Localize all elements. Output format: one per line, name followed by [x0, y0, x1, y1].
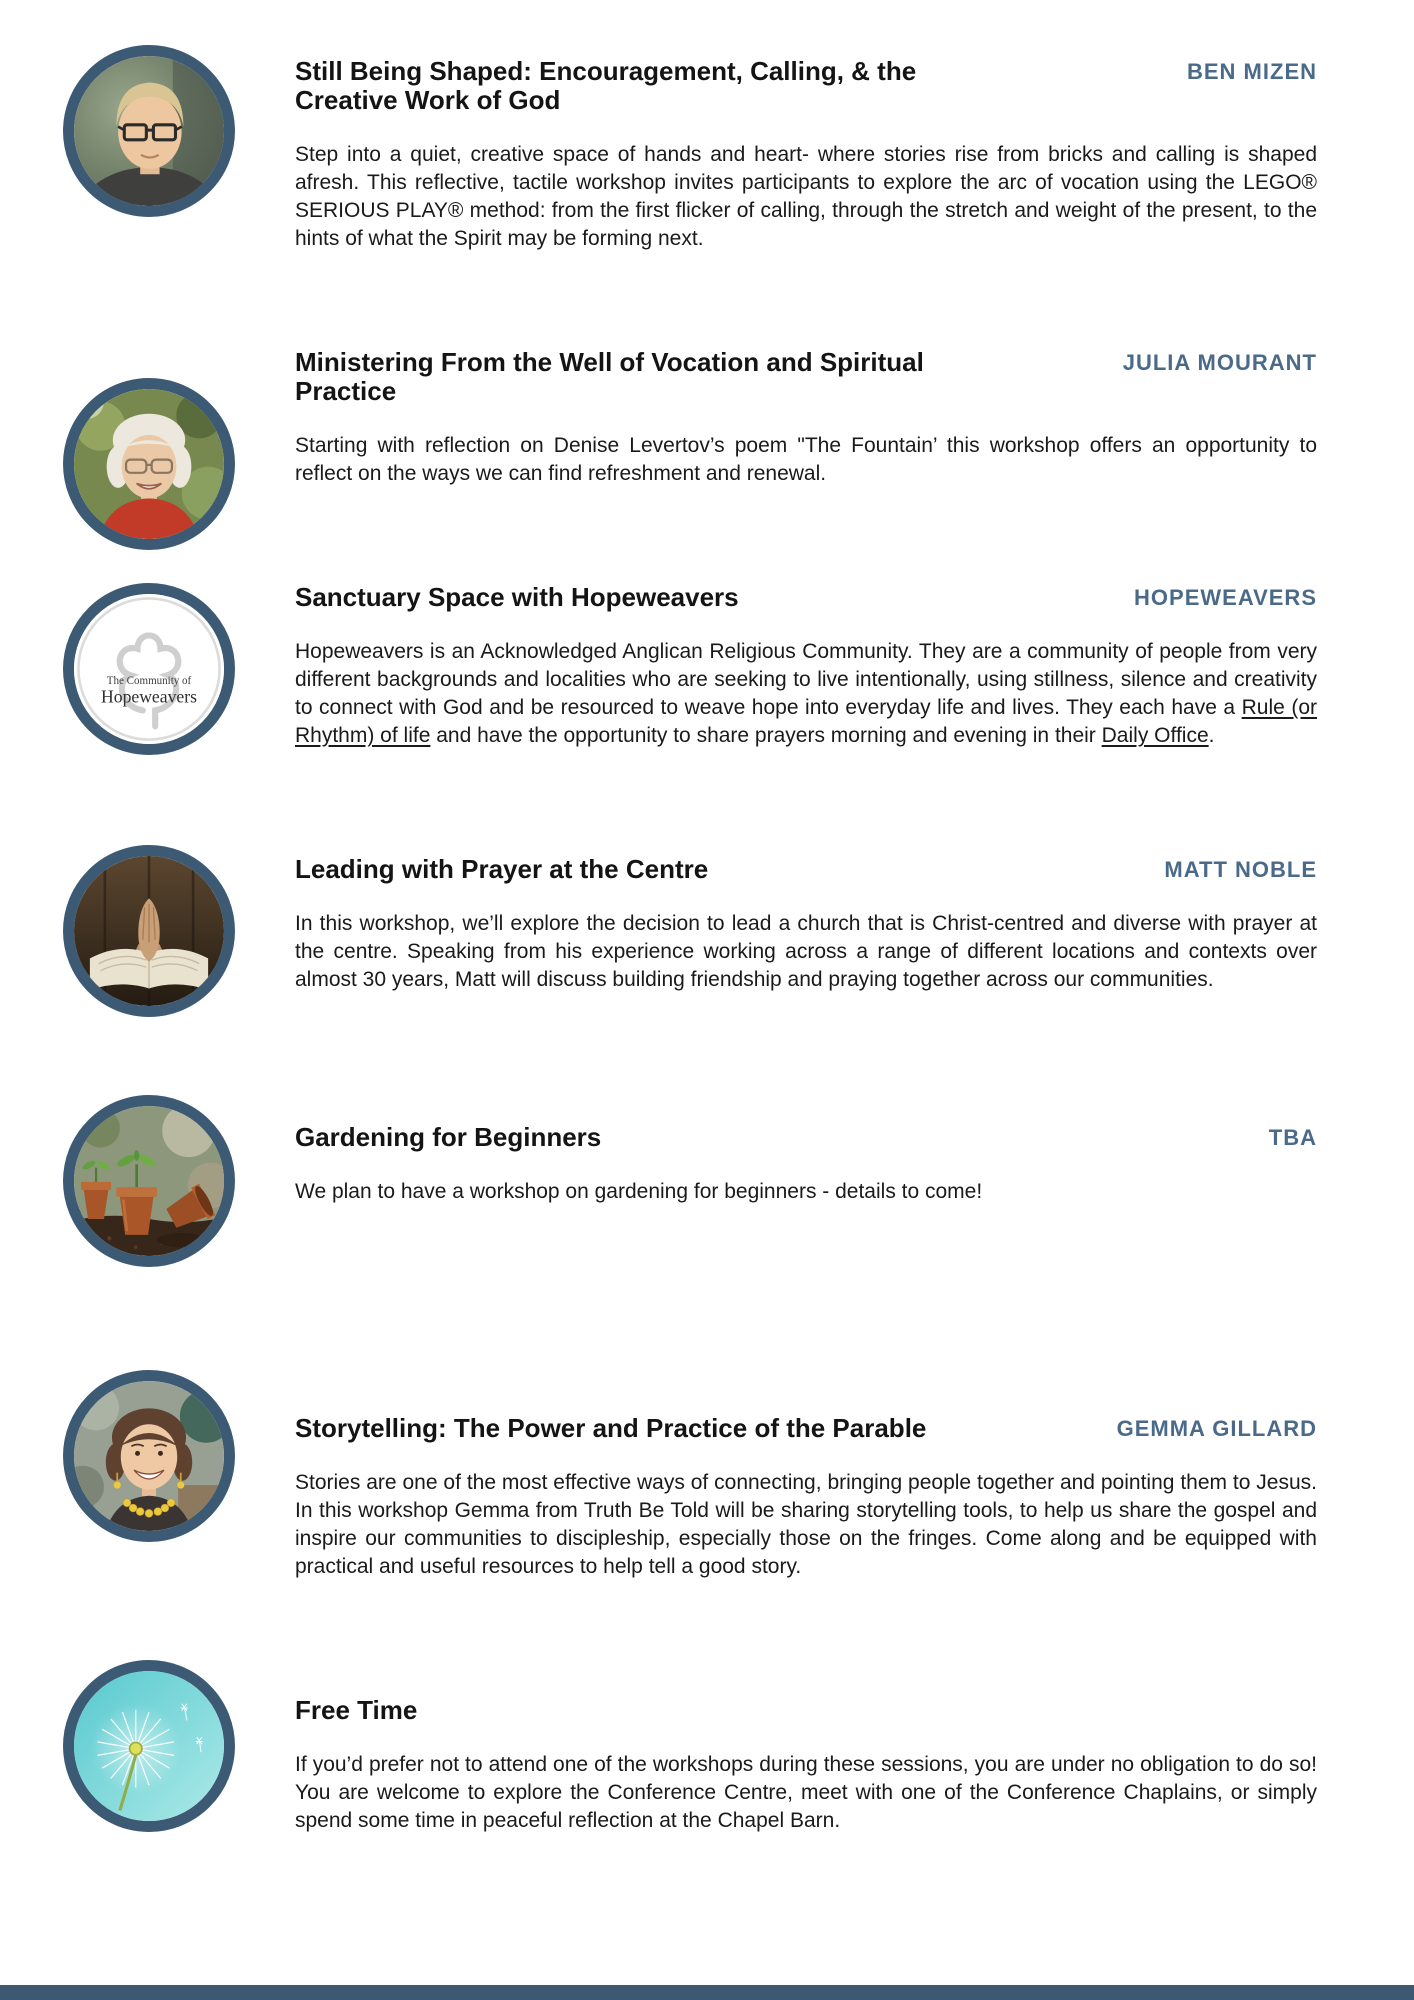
workshop-title: Sanctuary Space with Hopeweavers — [295, 582, 739, 612]
description-text: Stories are one of the most effective ways of connecting, bringing people together and pointing them to Jesus. In this workshop Gemma from Truth Be Told will be sharing storytelling tools, to help us share the gospel and inspire our communities to discipleship, especially those on the fringes. Come along and be equipped with practical and useful resources to help tell a good story. — [295, 1471, 1317, 1578]
workshop-section — [0, 348, 1414, 550]
workshop-description — [295, 141, 1317, 253]
description-text: Starting with reflection on Denise Levertov’s poem "The Fountain’ this workshop offers an opportunity to reflect on the ways we can find refreshment and renewal. — [295, 434, 1317, 485]
workshop-description — [295, 638, 1317, 750]
hopeweavers-logo-line1: The Community of — [106, 675, 192, 687]
workshop-description — [295, 1469, 1317, 1581]
presenter-name: MATT NOBLE — [1164, 857, 1317, 882]
presenter-name: BEN MIZEN — [1187, 59, 1317, 84]
gardening-seedlings-photo — [63, 1095, 235, 1267]
description-text: and have the opportunity to share prayers morning and evening in their — [430, 724, 1102, 747]
hopeweavers-logo — [63, 583, 235, 755]
presenter-name: GEMMA GILLARD — [1116, 1416, 1317, 1441]
workshop-section — [0, 1095, 1414, 1267]
workshop-description — [295, 910, 1317, 994]
workshop-title: Gardening for Beginners — [295, 1122, 602, 1152]
rule-or-rhythm-of-life-link[interactable]: Rule (or Rhythm) of life — [295, 696, 1317, 747]
workshop-title: Free Time — [295, 1695, 418, 1725]
presenter-name: HOPEWEAVERS — [1134, 585, 1317, 610]
description-text: Hopeweavers is an Acknowledged Anglican Religious Community. They are a community of people from very different backgrounds and localities who are seeking to live intentionally, using stillness, silence and creativity to connect with God and be resourced to weave hope into everyday life and lives. They each have a — [295, 640, 1317, 719]
workshop-section — [0, 845, 1414, 1017]
description-text: If you’d prefer not to attend one of the workshops during these sessions, you are under no obligation to do so! You are welcome to explore the Conference Centre, meet with one of the Conference Chaplains, or simply spend some time in peaceful reflection at the Chapel Barn. — [295, 1753, 1317, 1832]
praying-hands-photo — [63, 845, 235, 1017]
workshop-section — [0, 1370, 1414, 1581]
ben-mizen-photo — [63, 45, 235, 217]
workshop-title: Ministering From the Well of Vocation and Spiritual Practice — [295, 347, 924, 406]
hopeweavers-logo-line2: Hopeweavers — [101, 686, 197, 707]
description-text: In this workshop, we’ll explore the decision to lead a church that is Christ-centred and diverse with prayer at the centre. Speaking from his experience working across a range of different locations and contexts over almost 30 years, Matt will discuss building friendship and praying together across our communities. — [295, 912, 1317, 991]
workshop-title: Still Being Shaped: Encouragement, Calling, & the Creative Work of God — [295, 56, 917, 115]
description-text: Step into a quiet, creative space of hands and heart- where stories rise from bricks and calling is shaped afresh. This reflective, tactile workshop invites participants to explore the arc of vocation using the LEGO® SERIOUS PLAY® method: from the first flicker of calling, through the stretch and weight of the present, to the hints of what the Spirit may be forming next. — [295, 143, 1317, 250]
workshop-section — [0, 1660, 1414, 1835]
gemma-gillard-photo — [63, 1370, 235, 1542]
description-text: We plan to have a workshop on gardening for beginners - details to come! — [295, 1180, 983, 1203]
presenter-name: TBA — [1268, 1125, 1317, 1150]
workshop-title: Leading with Prayer at the Centre — [295, 854, 709, 884]
footer-bar — [0, 1985, 1414, 2000]
workshop-description — [295, 1178, 1317, 1206]
dandelion-photo — [63, 1660, 235, 1832]
julia-mourant-photo — [63, 378, 235, 550]
workshop-title: Storytelling: The Power and Practice of the Parable — [295, 1413, 927, 1443]
description-text: . — [1208, 724, 1215, 747]
workshop-section — [0, 45, 1414, 253]
daily-office-link[interactable]: Daily Office — [1101, 724, 1209, 747]
workshop-section — [0, 583, 1414, 755]
workshop-description — [295, 432, 1317, 488]
workshop-description — [295, 1751, 1317, 1835]
presenter-name: JULIA MOURANT — [1122, 350, 1317, 375]
